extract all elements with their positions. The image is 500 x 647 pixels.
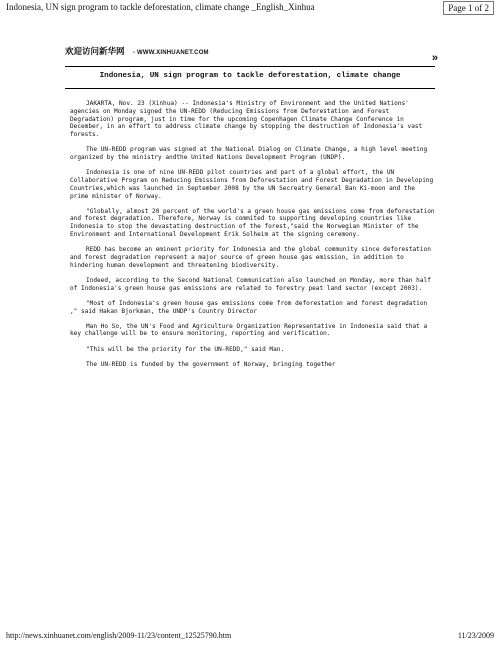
article-paragraph: JAKARTA, Nov. 23 (Xinhua) -- Indonesia's Ministry of Environment and the United Nations' agencies on Monday signed the UN-REDD (Reducing Emissions from Deforestation and Forest Degradation) program, just in time for the upcoming Copenhagen Climate Change Conference in December, in an effort to address climate change by stopping the destruction of Indonesia's vast forests. [70,100,423,139]
page-number: Page 1 of 2 [443,1,494,15]
print-footer [0,631,500,643]
article-paragraph: Man Ho So, the UN's Food and Agriculture Organization Representative in Indonesia said that a key challenge will be to ensure monitoring, reporting and verification. [70,322,428,338]
article-paragraph: "Most of Indonesia's green house gas emissions come from deforestation and forest degradation ," said Hakan Bjorkman, the UNDP's Country Director [70,299,428,315]
article-paragraph: The UN-REDD program was signed at the National Dialog on Climate Change, a high level meeting organized by the ministry andthe United Nations Development Program (UNDP). [70,146,428,162]
article-paragraph: "Globally, almost 20 percent of the world's a green house gas emissions come from deforestation and forest degradation. Therefore, Norway is commited to supporting developing countries like Indonesia to stop the devastating destruction of the forest,"said the Norwegian Minister of the Environment and International Development Erik Solheim at the signing ceremony. [70,207,435,239]
article-paragraph: Indeed, according to the Second National Communication also launched on Monday, more than half of Indonesia's green house gas emissions are related to forestry peat land sector (except 2003). [70,276,431,292]
print-header [0,0,500,14]
footer-date: 11/23/2009 [457,631,494,640]
article-paragraph: Indonesia is one of nine UN-REDD pilot countries and part of a global effort, the UN Collaborative Program on Reducing Emissions from Deforestation and Forest Degradation in Developing Countries,which was launched in September 2008 by the UN Secreatry General Ban Ki-moon and the prime minister of Norway. [70,169,434,200]
footer-url-link[interactable]: http://news.xinhuanet.com/english/2009-11/23/content_12525790.htm [6,631,232,640]
headline-bottom-divider [65,88,435,89]
double-chevron-right-icon[interactable]: » [431,52,438,64]
brand-chinese-text: 欢迎访问新华网 [65,46,125,56]
headline-top-divider [65,66,435,67]
site-brand [65,41,209,59]
article-paragraph: The UN-REDD is funded by the government of Norway, bringing together [86,360,336,368]
brand-url-link[interactable]: - WWW.XINHUANET.COM [132,50,209,56]
article-body [70,100,436,376]
print-header-title: Indonesia, UN sign program to tackle deforestation, climate change _English_Xinhua [6,2,315,12]
article-paragraph: REDD has become an eminent priority for Indonesia and the global community since deforestation and forest degradation represent a major source of green house gas emission, in addition to hindering human development and threatening biodiversity. [70,246,431,269]
article-headline: Indonesia, UN sign program to tackle deforestation, climate change [99,72,401,80]
article-paragraph: "This will be the priority for the UN-REDD," said Man. [86,345,285,353]
